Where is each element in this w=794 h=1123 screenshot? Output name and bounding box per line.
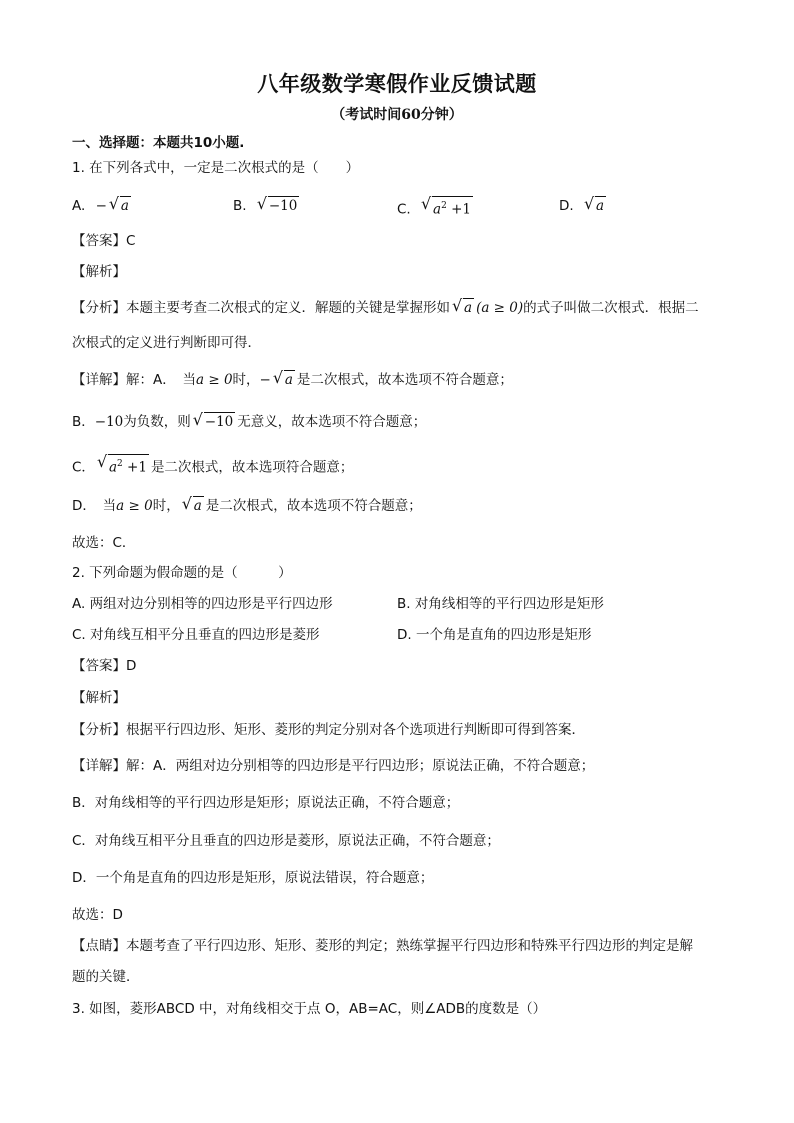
- q2-detail-a: 【详解】解：A．两组对边分别相等的四边形是平行四边形；原说法正确，不符合题意；: [72, 758, 595, 774]
- sqrt-symbol: √ −10: [257, 196, 300, 216]
- sqrt-symbol: √ a: [584, 196, 606, 216]
- page-subtitle: （考试时间60分钟）: [331, 107, 463, 123]
- q2-stem: 2. 下列命题为假命题的是（ ）: [72, 565, 292, 581]
- sqrt-symbol: √ −10: [193, 412, 236, 432]
- q1-answer: 【答案】C: [72, 233, 136, 249]
- sqrt-symbol: √ $a^2 +1$: [421, 196, 473, 220]
- sqrt-symbol: √ a: [182, 496, 204, 516]
- sqrt-symbol: √ a: [452, 298, 474, 318]
- q2-option-c[interactable]: C. 对角线互相平分且垂直的四边形是菱形: [72, 627, 320, 643]
- q1-option-b[interactable]: [233, 196, 301, 216]
- q1-detail-b: B．−10为负数，则√ −10 无意义，故本选项不符合题意；: [72, 412, 426, 432]
- q1-detail-a: 【详解】解：A． 当a ≥ 0时，−√ a 是二次根式，故本选项不符合题意；: [72, 370, 513, 390]
- q2-option-d[interactable]: D. 一个角是直角的四边形是矩形: [397, 627, 592, 643]
- q2-detail-c: C．对角线互相平分且垂直的四边形是菱形，原说法正确，不符合题意；: [72, 833, 500, 849]
- q3-stem: 3. 如图，菱形ABCD 中，对角线相交于点 O，AB=AC，则∠ADB的度数是（）: [72, 1001, 547, 1017]
- q2-comment-line1: 【点睛】本题考查了平行四边形、矩形、菱形的判定；熟练掌握平行四边形和特殊平行四边形的判定是解: [72, 938, 693, 954]
- q2-option-a[interactable]: A. 两组对边分别相等的四边形是平行四边形: [72, 596, 333, 612]
- q1-fenxi-line1: 【分析】本题主要考查二次根式的定义．解题的关键是掌握形如√ a (a ≥ 0)的式子叫做二次根式．根据二: [72, 298, 699, 318]
- q2-detail-b: B．对角线相等的平行四边形是矩形；原说法正确，不符合题意；: [72, 795, 460, 811]
- q2-detail-d: D．一个角是直角的四边形是矩形，原说法错误，符合题意；: [72, 870, 434, 886]
- q1-option-a-sign: −: [95, 198, 107, 214]
- q1-option-a-label: A.: [72, 198, 86, 214]
- q1-option-a[interactable]: [72, 196, 133, 216]
- q1-fenxi-line2: 次根式的定义进行判断即可得．: [72, 335, 261, 351]
- q1-option-d[interactable]: [559, 196, 608, 216]
- sqrt-symbol: √ a: [273, 370, 295, 390]
- section-heading: 一、选择题：本题共10小题.: [72, 135, 245, 151]
- q2-comment-line2: 题的关键．: [72, 969, 140, 985]
- page-title: 八年级数学寒假作业反馈试题: [257, 71, 537, 96]
- q2-fenxi: 【分析】根据平行四边形、矩形、菱形的判定分别对各个选项进行判断即可得到答案．: [72, 722, 585, 738]
- q1-stem: 1. 在下列各式中，一定是二次根式的是（ ）: [72, 160, 360, 176]
- q1-detail-d: D． 当a ≥ 0时，√ a 是二次根式，故本选项不符合题意；: [72, 496, 422, 516]
- q1-option-c-label: C.: [397, 201, 411, 218]
- q1-detail-c: C．√ $a^2 +1$ 是二次根式，故本选项符合题意；: [72, 454, 353, 478]
- q1-option-c[interactable]: [397, 196, 475, 220]
- sqrt-symbol: √ a: [109, 196, 131, 216]
- q2-option-b[interactable]: B. 对角线相等的平行四边形是矩形: [397, 596, 604, 612]
- sqrt-symbol: √ $a^2 +1$: [97, 454, 149, 478]
- q1-analysis-label: 【解析】: [72, 264, 126, 280]
- q1-option-d-label: D.: [559, 198, 574, 214]
- q2-choose: 故选：D: [72, 907, 123, 923]
- q1-choose: 故选：C．: [72, 535, 136, 551]
- q1-option-b-label: B.: [233, 198, 247, 214]
- q2-answer: 【答案】D: [72, 658, 137, 674]
- q2-analysis-label: 【解析】: [72, 690, 126, 706]
